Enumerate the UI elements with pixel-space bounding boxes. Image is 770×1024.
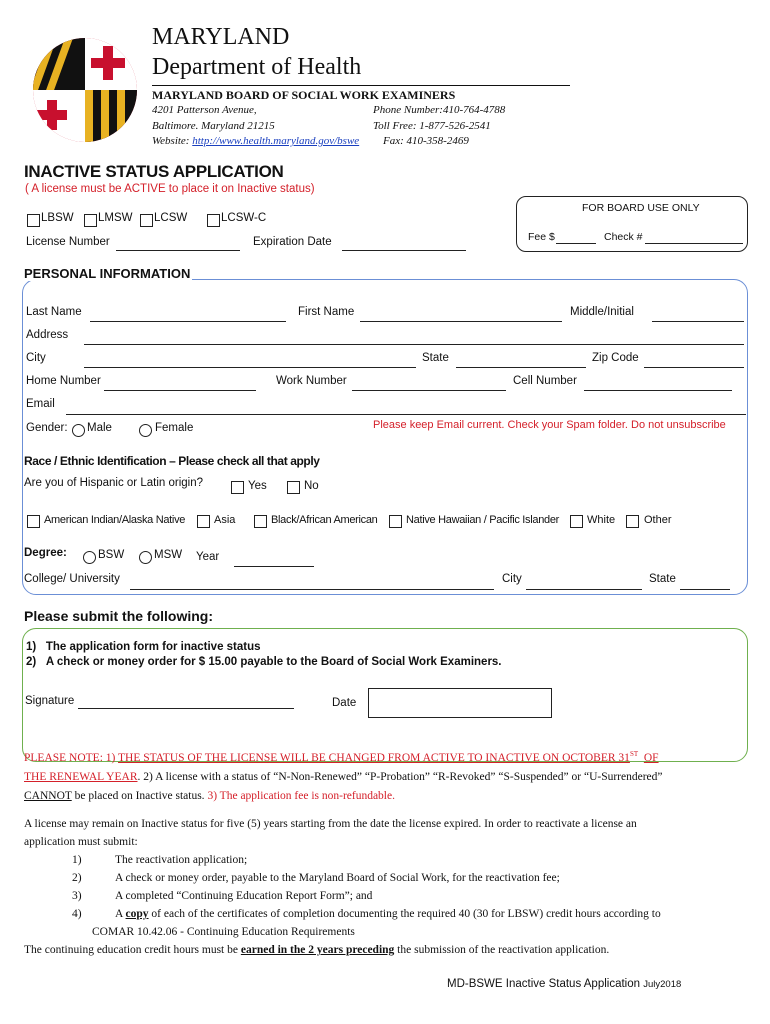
submit-item-2-num: 2) xyxy=(26,656,37,668)
college-field[interactable] xyxy=(130,589,494,590)
hispanic-no-label: No xyxy=(304,480,319,492)
hispanic-yes-label: Yes xyxy=(248,480,267,492)
list-item: 1) The reactivation application; xyxy=(72,854,248,866)
body-p1: A license may remain on Inactive status for five (5) years starting from the date the license expired. In order to reactivate a license an xyxy=(24,818,637,830)
checkbox-hispanic-no[interactable] xyxy=(287,481,300,494)
note-status-change: THE STATUS OF THE LICENSE WILL BE CHANGED FROM ACTIVE TO INACTIVE ON OCTOBER 31 xyxy=(118,751,630,764)
work-number-label: Work Number xyxy=(276,375,347,387)
race-label: Black/African American xyxy=(271,514,378,526)
header-website xyxy=(152,135,359,147)
header-phone: Phone Number:410-764-4788 xyxy=(373,104,506,116)
year-label: Year xyxy=(196,551,220,563)
body-last: The continuing education credit hours must be earned in the 2 years preceding the submission of the reactivation application. xyxy=(24,944,610,956)
race-label: Other xyxy=(644,514,672,526)
year-field[interactable] xyxy=(234,566,314,567)
check-label: Check # xyxy=(604,231,643,243)
last-name-field[interactable] xyxy=(90,321,286,322)
expiration-date-field[interactable] xyxy=(342,250,466,251)
submit-item-2 xyxy=(26,656,502,668)
checkbox-lmsw[interactable] xyxy=(84,214,97,227)
middle-initial-field[interactable] xyxy=(652,321,744,322)
degree-label: Degree: xyxy=(24,547,67,559)
maryland-flag-icon xyxy=(33,38,137,142)
header-board: MARYLAND BOARD OF SOCIAL WORK EXAMINERS xyxy=(152,88,456,102)
header-tollfree: Toll Free: 1-877-526-2541 xyxy=(373,120,491,132)
state-label: State xyxy=(422,352,449,364)
header-state: MARYLAND xyxy=(152,24,290,50)
email-label: Email xyxy=(26,398,55,410)
home-number-label: Home Number xyxy=(26,375,101,387)
checkbox-race-asia[interactable] xyxy=(197,515,210,528)
submit-item-1 xyxy=(26,641,261,653)
header-address2: Baltimore. Maryland 21215 xyxy=(152,120,275,132)
race-label: Asia xyxy=(214,514,236,526)
note-paragraph xyxy=(24,745,744,806)
middle-initial-label: Middle/Initial xyxy=(570,306,634,318)
zip-code-label: Zip Code xyxy=(592,352,639,364)
address-label: Address xyxy=(26,329,69,341)
cell-number-label: Cell Number xyxy=(513,375,577,387)
radio-msw[interactable] xyxy=(139,551,152,564)
college-city-field[interactable] xyxy=(526,589,642,590)
note-prefix: PLEASE NOTE: 1) xyxy=(24,751,119,764)
footer-label xyxy=(447,978,681,990)
list-item: 4) A copy of each of the certificates of completion documenting the required 40 (30 for LBSW) credit hours according to xyxy=(72,908,661,920)
board-use-title: FOR BOARD USE ONLY xyxy=(582,202,700,214)
radio-bsw[interactable] xyxy=(83,551,96,564)
submit-item-2-text: A check or money order for $ 15.00 payable to the Board of Social Work Examiners. xyxy=(45,656,502,668)
last-name-label: Last Name xyxy=(26,306,82,318)
race-label: American Indian/Alaska Native xyxy=(44,514,186,526)
form-title: INACTIVE STATUS APPLICATION xyxy=(24,162,284,181)
home-number-field[interactable] xyxy=(104,390,256,391)
license-number-field[interactable] xyxy=(116,250,240,251)
city-field[interactable] xyxy=(84,367,416,368)
label-lcsw-c: LCSW-C xyxy=(221,212,267,224)
city-label: City xyxy=(26,352,46,364)
label-lbsw: LBSW xyxy=(41,212,74,224)
zip-code-field[interactable] xyxy=(644,367,744,368)
race-label: White xyxy=(587,514,616,526)
gender-label: Gender: xyxy=(26,422,68,434)
website-label: Website: xyxy=(152,135,190,147)
college-state-label: State xyxy=(649,573,676,585)
label-lcsw: LCSW xyxy=(154,212,188,224)
website-link[interactable]: http://www.health.maryland.gov/bswe xyxy=(192,135,360,147)
header-rule xyxy=(152,85,570,86)
note-renewal-year: THE RENEWAL YEAR xyxy=(24,770,138,783)
checkbox-race-american-indian[interactable] xyxy=(27,515,40,528)
note-inactive: be placed on Inactive status. xyxy=(71,789,205,802)
hispanic-question: Are you of Hispanic or Latin origin? xyxy=(24,477,203,489)
footer-title: MD-BSWE Inactive Status Application xyxy=(447,978,641,990)
note-of: OF xyxy=(643,751,659,764)
header-address1: 4201 Patterson Avenue, xyxy=(152,104,257,116)
submit-item-1-num: 1) xyxy=(26,641,37,653)
race-label: Native Hawaiian / Pacific Islander xyxy=(406,514,560,526)
date-field[interactable] xyxy=(368,688,552,718)
label-lmsw: LMSW xyxy=(98,212,133,224)
checkbox-race-hawaiian[interactable] xyxy=(389,515,402,528)
fee-label: Fee $ xyxy=(528,231,555,243)
maryland-flag-seal xyxy=(33,38,137,142)
college-city-label: City xyxy=(502,573,522,585)
comar-line: COMAR 10.42.06 - Continuing Education Requirements xyxy=(92,926,355,938)
cell-number-field[interactable] xyxy=(584,390,732,391)
checkbox-race-other[interactable] xyxy=(626,515,639,528)
race-heading: Race / Ethnic Identification – Please check all that apply xyxy=(24,454,320,468)
note-statuses: . 2) A license with a status of “N-Non-Renewed” “P-Probation” “R-Revoked” “S-Suspended” or “U-Surrendered” xyxy=(137,770,663,783)
radio-male[interactable] xyxy=(72,424,85,437)
checkbox-race-white[interactable] xyxy=(570,515,583,528)
submit-heading: Please submit the following: xyxy=(24,608,214,624)
fee-field[interactable] xyxy=(556,243,596,244)
female-label: Female xyxy=(155,422,194,434)
checkbox-lbsw[interactable] xyxy=(27,214,40,227)
form-subtitle: ( A license must be ACTIVE to place it on Inactive status) xyxy=(25,183,315,195)
email-note: Please keep Email current. Check your Spam folder. Do not unsubscribe xyxy=(373,419,726,431)
signature-label: Signature xyxy=(25,695,75,707)
state-field[interactable] xyxy=(456,367,586,368)
personal-info-heading: PERSONAL INFORMATION xyxy=(24,266,191,281)
list-item: 3) A completed “Continuing Education Report Form”; and xyxy=(72,890,373,902)
signature-field[interactable] xyxy=(78,708,294,709)
note-cannot: CANNOT xyxy=(24,789,72,802)
checkbox-lcsw-c[interactable] xyxy=(207,214,220,227)
list-item: 2) A check or money order, payable to the Maryland Board of Social Work, for the reactivation fee; xyxy=(72,872,560,884)
bsw-label: BSW xyxy=(98,549,125,561)
expiration-date-label: Expiration Date xyxy=(253,236,332,248)
work-number-field[interactable] xyxy=(352,390,506,391)
radio-female[interactable] xyxy=(139,424,152,437)
college-state-field[interactable] xyxy=(680,589,730,590)
body-paragraph xyxy=(24,815,754,851)
male-label: Male xyxy=(87,422,112,434)
header-department: Department of Health xyxy=(152,54,362,80)
submit-item-1-text: The application form for inactive status xyxy=(45,641,261,653)
license-number-label: License Number xyxy=(26,236,110,248)
check-field[interactable] xyxy=(645,243,743,244)
checkbox-hispanic-yes[interactable] xyxy=(231,481,244,494)
address-field[interactable] xyxy=(84,344,744,345)
body-p1b: application must submit: xyxy=(24,836,138,848)
checkbox-race-black[interactable] xyxy=(254,515,267,528)
checkbox-lcsw[interactable] xyxy=(140,214,153,227)
first-name-label: First Name xyxy=(298,306,355,318)
college-label: College/ University xyxy=(24,573,120,585)
msw-label: MSW xyxy=(154,549,183,561)
email-field[interactable] xyxy=(66,414,746,415)
date-label: Date xyxy=(332,697,357,709)
first-name-field[interactable] xyxy=(360,321,562,322)
footer-date: July2018 xyxy=(643,979,682,990)
personal-info-box xyxy=(22,279,748,595)
note-nonrefundable: 3) The application fee is non-refundable. xyxy=(204,789,395,802)
header-fax: Fax: 410-358-2469 xyxy=(383,135,469,147)
note-sup: ST xyxy=(629,750,639,758)
body-list xyxy=(24,851,754,959)
